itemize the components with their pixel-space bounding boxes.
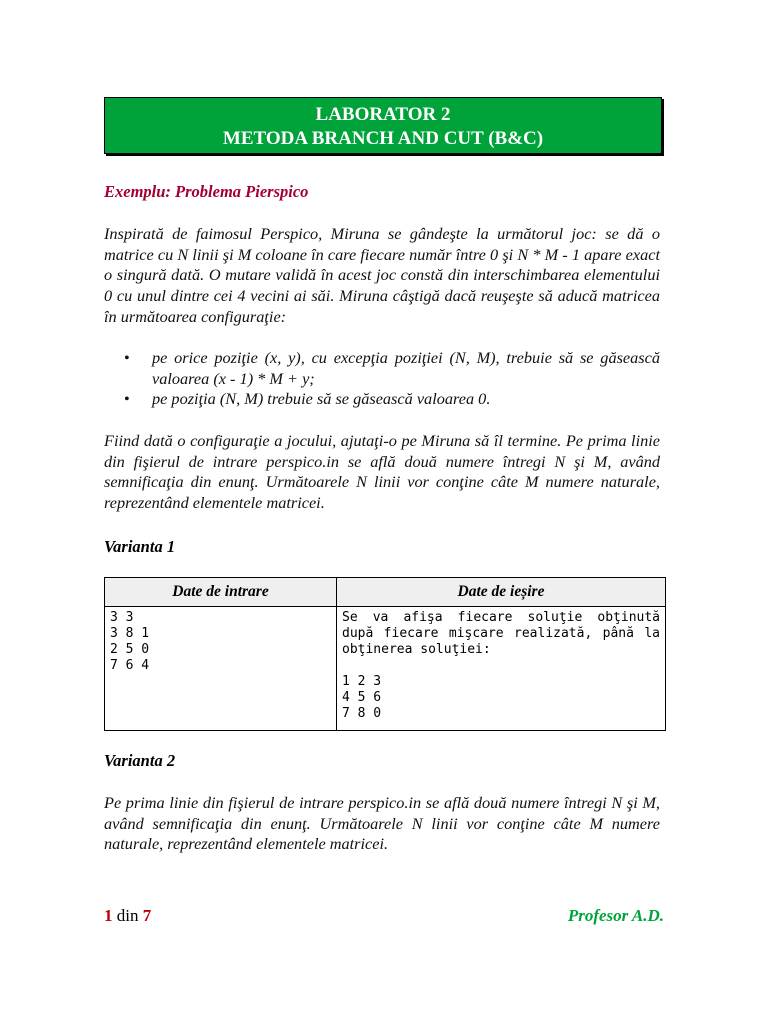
author-label: Profesor A.D. bbox=[567, 906, 664, 925]
input-column-header: Date de intrare bbox=[105, 578, 337, 607]
list-item-text: pe orice poziţie (x, y), cu excepţia poziţiei (N, M), trebuie să se găsească valoarea (x - 1) * M + y; bbox=[152, 348, 660, 388]
title-line-1: LABORATOR 2 bbox=[315, 104, 451, 125]
io-table bbox=[104, 577, 666, 731]
input-cell: 3 3 3 8 1 2 5 0 7 6 4 bbox=[105, 607, 337, 731]
page-total: 7 bbox=[142, 906, 152, 925]
intro-paragraph: Inspirată de faimosul Perspico, Miruna se gândeşte la următorul joc: se dă o matrice cu N linii şi M coloane în care fiecare număr între 0 şi N * M - 1 apare exact o singură dată. O mutare validă în acest joc constă din interschimbarea elementului 0 cu unul dintre cei 4 vecini ai săi. Miruna câştigă dacă reuşeşte să aducă matricea în următoarea configuraţie: bbox=[104, 224, 660, 326]
variant-1-heading: Varianta 1 bbox=[104, 537, 176, 556]
table-header-row bbox=[105, 578, 666, 607]
list-item-text: pe poziţia (N, M) trebuie să se găsească valoarea 0. bbox=[152, 389, 491, 409]
bullet-icon: • bbox=[124, 348, 130, 367]
variant-2-paragraph: Pe prima linie din fişierul de intrare perspico.in se află două numere întregi N şi M, având semnificaţia din enunţ. Următoarele N linii vor conţine câte M numere naturale, reprezentând elementele matricei. bbox=[104, 793, 660, 854]
list-item bbox=[104, 389, 660, 410]
list-item bbox=[104, 348, 660, 389]
title-box bbox=[104, 97, 662, 154]
title-line-2: METODA BRANCH AND CUT (B&C) bbox=[222, 128, 544, 149]
output-column-header: Date de ieșire bbox=[337, 578, 666, 607]
example-heading: Exemplu: Problema Pierspico bbox=[104, 182, 309, 201]
page-counter bbox=[104, 905, 151, 927]
output-cell: Se va afişa fiecare soluţie obţinută după fiecare mişcare realizată, până la obţinerea soluţiei: 1 2 3 4 5 6 7 8 0 bbox=[337, 607, 666, 731]
rules-list bbox=[104, 348, 660, 410]
table-row bbox=[105, 607, 666, 731]
bullet-icon: • bbox=[124, 389, 130, 409]
variant-2-heading: Varianta 2 bbox=[104, 751, 176, 770]
task-paragraph: Fiind dată o configuraţie a jocului, ajutaţi-o pe Miruna să îl termine. Pe prima linie din fişierul de intrare perspico.in se află două numere întregi N şi M, având semnificaţia din enunţ. Următoarele N linii vor conţine câte M numere naturale, reprezentând elementele matricei. bbox=[104, 431, 660, 513]
page-current: 1 bbox=[104, 906, 113, 925]
page-separator: din bbox=[116, 906, 139, 925]
